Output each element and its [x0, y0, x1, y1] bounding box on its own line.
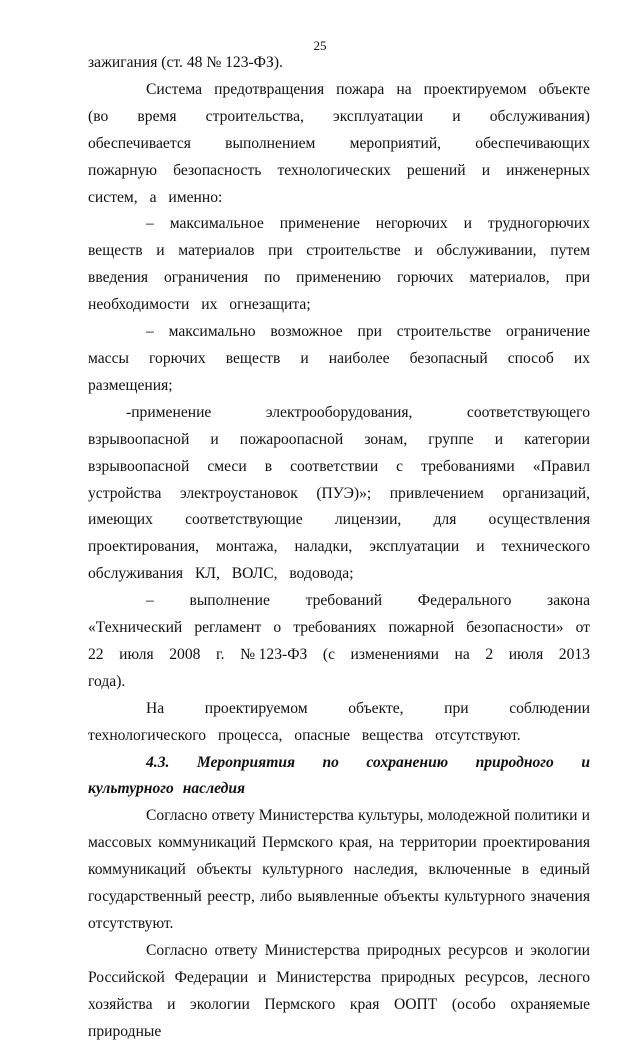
- list-item-noncombustible-materials: – максимальное применение негорючих и трудногорючих веществ и материалов при строительстве и обслуживании, путем введения ограничения по применению горючих материалов, при необходимости их огнезащита;: [88, 215, 590, 314]
- list-item-electrical-equipment: -применение электрооборудования, соответствующего взрывоопасной и пожароопасной зонам, группе и категории взрывоопасной смеси в соответствии с требованиями «Правил устройства электроустановок (ПУЭ)»; привлечением организаций, имеющих соответствующие лицензии, для осуществления проектирования, монтажа, наладки, эксплуатации и технического обслуживания КЛ, ВОЛС, водовода;: [88, 403, 590, 583]
- paragraph-ignition-ref: зажигания (ст. 48 № 123-ФЗ).: [88, 54, 283, 71]
- list-item-federal-law-compliance: – выполнение требований Федерального закона «Технический регламент о требованиях пожарной безопасности» от 22 июля 2008 г. №123-ФЗ (с изменениями на 2 июля 2013 года).: [88, 592, 590, 690]
- paragraph-fire-prevention-system: Система предотвращения пожара на проектируемом объекте (во время строительства, эксплуатации и обслуживания) обеспечивается выполнением мероприятий, обеспечивающих пожарную безопасность технологических решений и инженерных систем, а именно:: [88, 80, 590, 206]
- list-item-combustible-mass-limit: – максимально возможное при строительстве ограничение массы горючих веществ и наиболее безопасный способ их размещения;: [88, 323, 590, 394]
- document-body: [88, 50, 590, 1046]
- paragraph-protected-natural-areas: Согласно ответу Министерства природных ресурсов и экологии Российской Федерации и Министерства природных ресурсов, лесного хозяйства и экологии Пермского края ООПТ (особо охраняемые природные: [88, 941, 590, 1040]
- page-number: 25: [313, 38, 327, 53]
- section-heading-4-3: 4.3. Мероприятия по сохранению природного и культурного наследия: [88, 753, 590, 798]
- paragraph-cultural-heritage: Согласно ответу Министерства культуры, молодежной политики и массовых коммуникаций Пермского края, на территории проектирования коммуникаций объекты культурного наследия, включенные в единый государственный реестр, либо выявленные объекты культурного значения отсутствуют.: [88, 807, 590, 932]
- paragraph-hazardous-substances: На проектируемом объекте, при соблюдении технологического процесса, опасные вещества отсутствуют.: [88, 699, 590, 744]
